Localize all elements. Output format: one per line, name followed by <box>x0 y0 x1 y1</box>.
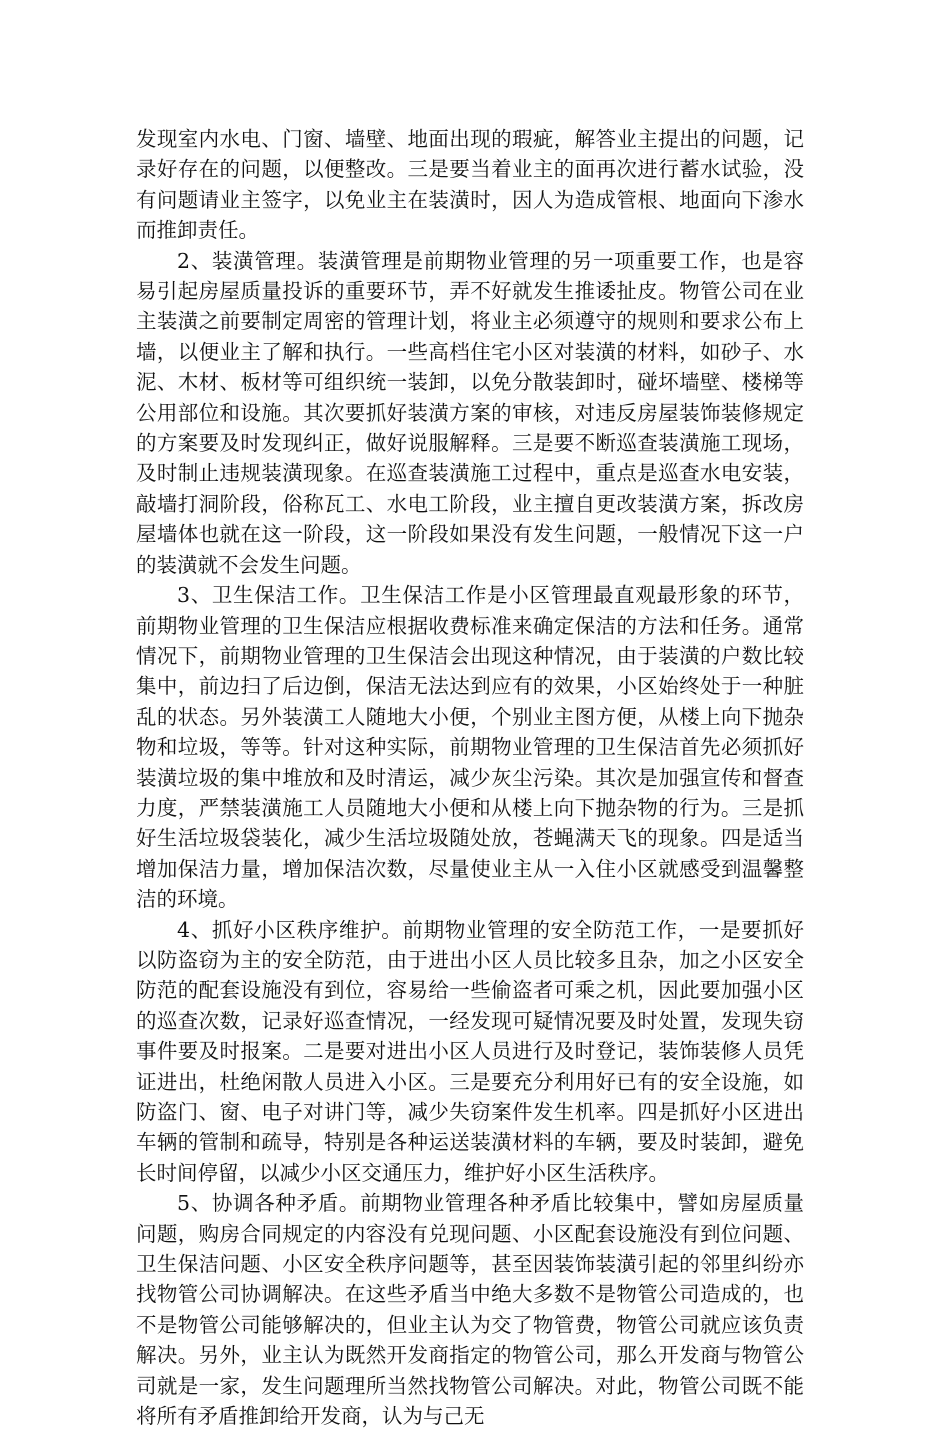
paragraph-1: 发现室内水电、门窗、墙壁、地面出现的瑕疵，解答业主提出的问题，记录好存在的问题，以便整改。三是要当着业主的面再次进行蓄水试验，没有问题请业主签字，以免业主在装潢时，因人为造成管根、地面向下渗水而推卸责任。 <box>136 127 804 243</box>
document-body <box>136 124 804 1431</box>
paragraph-4-community-order: 4、抓好小区秩序维护。前期物业管理的安全防范工作，一是要抓好以防盗窃为主的安全防范，由于进出小区人员比较多且杂，加之小区安全防范的配套设施没有到位，容易给一些偷盗者可乘之机，因此要加强小区的巡查次数，记录好巡查情况，一经发现可疑情况要及时处置，发现失窃事件要及时报案。二是要对进出小区人员进行及时登记，装饰装修人员凭证进出，杜绝闲散人员进入小区。三是要充分利用好已有的安全设施，如防盗门、窗、电子对讲门等，减少失窃案件发生机率。四是抓好小区进出车辆的管制和疏导，特别是各种运送装潢材料的车辆，要及时装卸，避免长时间停留，以减少小区交通压力，维护好小区生活秩序。 <box>136 917 804 1185</box>
paragraph-2-decoration-management: 2、装潢管理。装潢管理是前期物业管理的另一项重要工作，也是容易引起房屋质量投诉的重要环节，弄不好就发生推诿扯皮。物管公司在业主装潢之前要制定周密的管理计划，将业主必须遵守的规则和要求公布上墙，以便业主了解和执行。一些高档住宅小区对装潢的材料，如砂子、水泥、木材、板材等可组织统一装卸，以免分散装卸时，碰坏墙壁、楼梯等公用部位和设施。其次要抓好装潢方案的审核，对违反房屋装饰装修规定的方案要及时发现纠正，做好说服解释。三是要不断巡查装潢施工现场，及时制止违规装潢现象。在巡查装潢施工过程中，重点是巡查水电安装，敲墙打洞阶段，俗称瓦工、水电工阶段，业主擅自更改装潢方案，拆改房屋墙体也就在这一阶段，这一阶段如果没有发生问题，一般情况下这一户的装潢就不会发生问题。 <box>136 248 804 577</box>
paragraph-3-sanitation-work: 3、卫生保洁工作。卫生保洁工作是小区管理最直观最形象的环节，前期物业管理的卫生保洁应根据收费标准来确定保洁的方法和任务。通常情况下，前期物业管理的卫生保洁会出现这种情况，由于装潢的户数比较集中，前边扫了后边倒，保洁无法达到应有的效果，小区始终处于一种脏乱的状态。另外装潢工人随地大小便，个别业主图方便，从楼上向下抛杂物和垃圾，等等。针对这种实际，前期物业管理的卫生保洁首先必须抓好装潢垃圾的集中堆放和及时清运，减少灰尘污染。其次是加强宣传和督查力度，严禁装潢施工人员随地大小便和从楼上向下抛杂物的行为。三是抓好生活垃圾袋装化，减少生活垃圾随处放，苍蝇满天飞的现象。四是适当增加保洁力量，增加保洁次数，尽量使业主从一入住小区就感受到温馨整洁的环境。 <box>136 583 804 912</box>
paragraph-5-coordinate-conflicts: 5、协调各种矛盾。前期物业管理各种矛盾比较集中，譬如房屋质量问题，购房合同规定的内容没有兑现问题、小区配套设施没有到位问题、卫生保洁问题、小区安全秩序问题等，甚至因装饰装潢引起的邻里纠纷亦找物管公司协调解决。在这些矛盾当中绝大多数不是物管公司造成的，也不是物管公司能够解决的，但业主认为交了物管费，物管公司就应该负责解决。另外，业主认为既然开发商指定的物管公司，那么开发商与物管公司就是一家，发生问题理所当然找物管公司解决。对此，物管公司既不能将所有矛盾推卸给开发商，认为与己无 <box>136 1191 804 1429</box>
